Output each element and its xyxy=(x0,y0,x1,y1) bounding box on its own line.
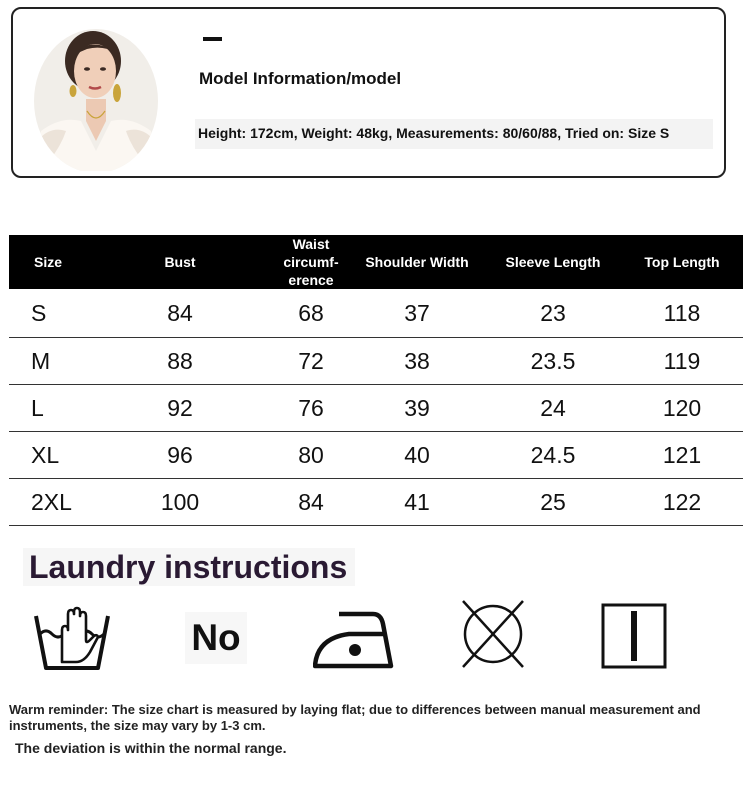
cell-top-length: 121 xyxy=(621,432,743,479)
decorative-dash xyxy=(203,37,222,41)
header-shoulder-width: Shoulder Width xyxy=(365,254,469,270)
cell-waist: 68 xyxy=(273,289,349,338)
cell-waist: 76 xyxy=(273,385,349,432)
cell-sleeve: 24.5 xyxy=(485,432,621,479)
cell-bust: 88 xyxy=(87,338,273,385)
model-info-card xyxy=(11,7,726,178)
header-sleeve-length: Sleeve Length xyxy=(505,254,601,270)
table-row xyxy=(9,479,743,526)
header-bust: Bust xyxy=(164,254,196,270)
cell-size: XL xyxy=(9,432,87,479)
cell-size: S xyxy=(9,289,87,338)
cell-sleeve: 24 xyxy=(485,385,621,432)
model-info-title: Model Information/model xyxy=(199,69,402,88)
cell-bust: 92 xyxy=(87,385,273,432)
cell-waist: 72 xyxy=(273,338,349,385)
table-row xyxy=(9,289,743,338)
cell-waist: 80 xyxy=(273,432,349,479)
header-waist: Waist circumf- erence xyxy=(283,236,339,288)
size-chart-table xyxy=(9,235,743,526)
cell-bust: 84 xyxy=(87,289,273,338)
table-row xyxy=(9,338,743,385)
cell-shoulder: 40 xyxy=(349,432,485,479)
size-table-header xyxy=(9,235,743,289)
cell-size: L xyxy=(9,385,87,432)
cell-top-length: 118 xyxy=(621,289,743,338)
table-row xyxy=(9,385,743,432)
hang-dry-icon xyxy=(601,603,667,669)
model-portrait xyxy=(31,21,161,171)
cell-shoulder: 41 xyxy=(349,479,485,526)
cell-top-length: 119 xyxy=(621,338,743,385)
cell-top-length: 122 xyxy=(621,479,743,526)
header-top-length: Top Length xyxy=(644,254,720,270)
table-row xyxy=(9,432,743,479)
no-bleach-icon: No xyxy=(185,612,247,664)
no-tumble-dry-icon xyxy=(461,599,525,669)
deviation-note: The deviation is within the normal range. xyxy=(15,740,287,756)
laundry-title: Laundry instructions xyxy=(23,548,355,586)
warm-reminder-text: Warm reminder: The size chart is measured by laying flat; due to differences between manual measurement and instruments, the size may vary by 1-3 cm. xyxy=(9,702,701,733)
cell-size: 2XL xyxy=(9,479,87,526)
hand-wash-icon xyxy=(34,604,110,672)
cell-bust: 96 xyxy=(87,432,273,479)
cell-shoulder: 37 xyxy=(349,289,485,338)
iron-low-icon xyxy=(313,604,395,670)
cell-size: M xyxy=(9,338,87,385)
cell-sleeve: 23.5 xyxy=(485,338,621,385)
cell-sleeve: 23 xyxy=(485,289,621,338)
header-size: Size xyxy=(33,254,62,270)
cell-sleeve: 25 xyxy=(485,479,621,526)
cell-shoulder: 38 xyxy=(349,338,485,385)
cell-waist: 84 xyxy=(273,479,349,526)
cell-top-length: 120 xyxy=(621,385,743,432)
cell-bust: 100 xyxy=(87,479,273,526)
model-measurements: Height: 172cm, Weight: 48kg, Measurements: 80/60/88, Tried on: Size S xyxy=(195,119,713,149)
cell-shoulder: 39 xyxy=(349,385,485,432)
